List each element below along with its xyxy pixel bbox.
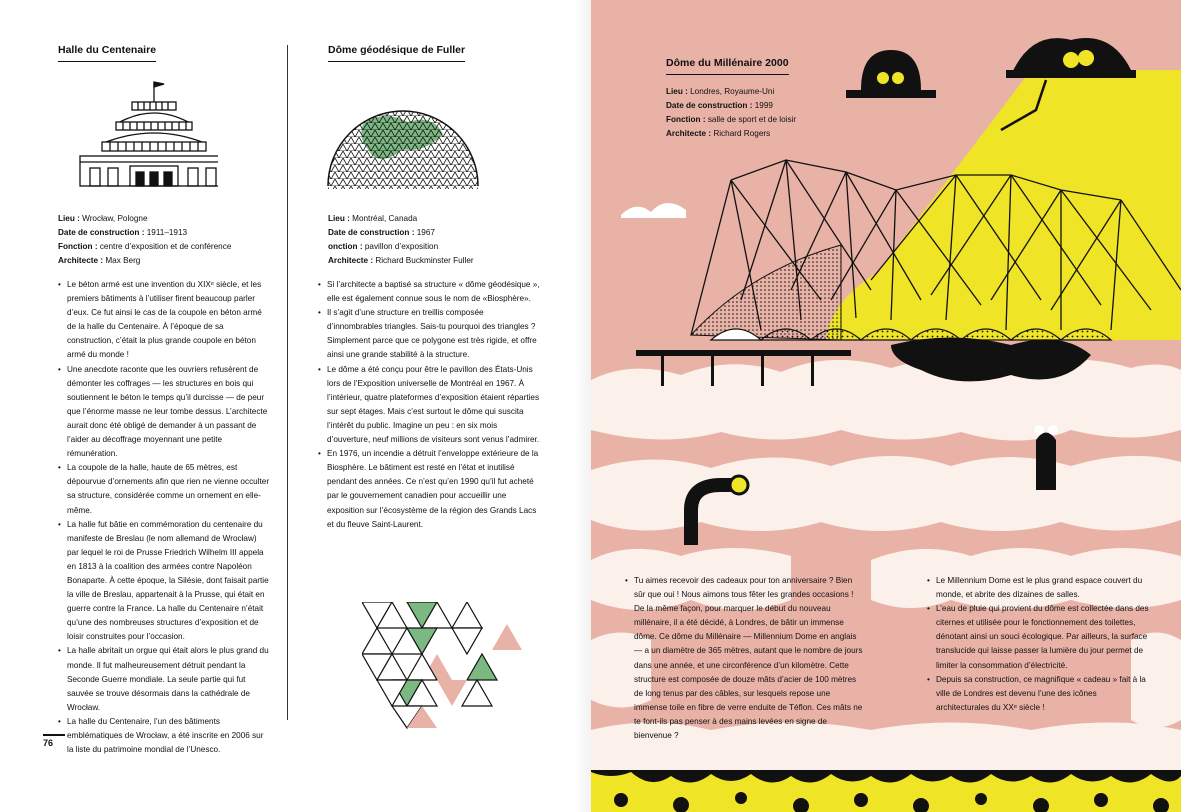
column-fuller (318, 40, 548, 532)
gutter (573, 0, 591, 812)
list-item: • Si l’architecte a baptisé sa structure « dôme géodésique », elle est également connue sous le nom de «Biosphère». (318, 278, 540, 306)
fact-date: Date de construction : 1999 (666, 101, 773, 110)
fact-architecte: Architecte : Richard Rogers (666, 129, 771, 138)
fact-architecte: Architecte : Max Berg (58, 256, 141, 265)
section-title: Dôme géodésique de Fuller (328, 44, 465, 62)
helmet-creature (846, 50, 936, 98)
right-page (591, 0, 1181, 812)
list-item: • L’eau de pluie qui provient du dôme est collectée dans des citernes et utilisée pour le fonctionnement des toilettes, dénotant ainsi un souci écologique. Par ailleurs, la surface translucide qui laisse passer la lumière du jour permet de limiter la consommation d’électricité. (927, 602, 1149, 672)
centenaire-hall-illustration (68, 74, 218, 194)
fact-fonction: Fonction : salle de sport et de loisir (666, 115, 797, 124)
slug-creature (1034, 425, 1058, 490)
list-item: • La halle fut bâtie en commémoration du centenaire du manifeste de Breslau (le nom allemand de Wrocław) par lequel le roi de Prusse Friedrich Wilhelm III appela en 1813 à la coalition des armées contre Napoléon Bonaparte. À cette époque, la Silésie, dont faisait partie la ville de Breslau, appartenait à la Prusse, qui était en guerre contre la France. La halle du Centenaire n’était qu’une des nombreuses structures d’exposition et de loisir construites pour l’occasion. (58, 518, 270, 645)
bullet-list (318, 278, 540, 532)
triangle-pattern-icon (362, 602, 532, 730)
fact-architecte: Architecte : Richard Buckminster Fuller (328, 256, 474, 265)
list-item: • Il s’agit d’une structure en treillis composée d’innombrables triangles. Sais-tu pourquoi des triangles ? Simplement parce que ce polygone est très rigide, et offre ainsi une grande stabilité à la structure. (318, 306, 540, 362)
bullet-list (58, 278, 270, 757)
bullet-list-left (625, 574, 865, 743)
fact-fonction: Fonction : centre d’exposition et de conférence (58, 242, 232, 251)
list-item: • Tu aimes recevoir des cadeaux pour ton anniversaire ? Bien sûr que oui ! Nous aimons tous fêter les grandes occasions ! De la même façon, pour marquer le début du nouveau millénaire, il a été décidé, à Londres, de bâtir un immense dôme. Ce dôme du Millénaire — Millennium Dome en anglais — a un diamètre de 365 mètres, autant que le nombre de jours dans une année, et une circonférence d’un kilomètre. Cette structure est composée de douze mâts d’acier de 100 mètres de long tenus par des câbles, sur lesquels repose une immense toile en fibre de verre enduite de Téflon. Ces mâts ne te font-ils pas penser à des mains levées en signe de bienvenue ? (625, 574, 865, 743)
list-item: • La coupole de la halle, haute de 65 mètres, est dépourvue d’ornements afin que rien ne vienne occulter sa structure, considérée comme un ornement en elle-même. (58, 461, 270, 517)
geodesic-dome-icon (323, 74, 483, 194)
column-centenaire (58, 40, 268, 757)
facts-list (58, 212, 268, 268)
bullet-list-right (927, 574, 1149, 715)
fact-date: Date de construction : 1967 (328, 228, 435, 237)
fact-fonction: onction : pavillon d’exposition (328, 242, 439, 251)
centenaire-hall-icon (68, 74, 218, 194)
page-number: 76 (43, 738, 54, 748)
list-item: • Depuis sa construction, ce magnifique « cadeau » fait à la ville de Londres est devenu l’une des icônes architecturales du XXᵉ siècle ! (927, 673, 1149, 715)
section-title: Dôme du Millénaire 2000 (666, 57, 789, 75)
fact-lieu: Lieu : Londres, Royaume-Uni (666, 87, 775, 96)
list-item: • Le béton armé est une invention du XIXᵉ siècle, et les premiers bâtiments à l’utiliser firent beaucoup parler d’eux. Ce fut ainsi le cas de la coupole en béton armé de la halle du Centenaire. À l’époque de sa construction, c’était la plus grande coupole en béton armé du monde ! (58, 278, 270, 363)
column-divider (287, 45, 288, 720)
fact-date: Date de construction : 1911–1913 (58, 228, 188, 237)
fact-lieu: Lieu : Montréal, Canada (328, 214, 418, 223)
geodesic-dome-illustration (323, 74, 483, 194)
list-item: • Une anecdote raconte que les ouvriers refusèrent de démonter les coffrages — les structures en bois qui soutiennent le béton le temps qu’il durcisse — de peur que l’énorme masse ne leur tombe dessus. L’architecte aurait donc été obligé de demander à un passant de l’aider au décoffrage moyennant une petite rémunération. (58, 363, 270, 462)
millennium-header (666, 53, 796, 141)
triangle-mosaic (362, 602, 532, 730)
list-item: • Le Millennium Dome est le plus grand espace couvert du monde, et abrite des dizaines de salles. (927, 574, 1149, 602)
fact-lieu: Lieu : Wrocław, Pologne (58, 214, 148, 223)
list-item: • En 1976, un incendie a détruit l’enveloppe extérieure de la Biosphère. Le bâtiment est resté en l’état et inutilisé pendant des années. Ce n’est qu’en 1990 qu’il fut acheté par le gouvernement canadien pour accueillir une exposition sur l’écosystème de la région des Grands Lacs et du fleuve Saint-Laurent. (318, 447, 540, 532)
folio-rule (43, 734, 65, 736)
list-item: • La halle du Centenaire, l’un des bâtiments emblématiques de Wrocław, a été inscrite en 2006 sur la liste du patrimoine mondial de l’Unesco. (58, 715, 270, 757)
facts-list (328, 212, 548, 268)
section-title: Halle du Centenaire (58, 44, 156, 62)
list-item: • La halle abritait un orgue qui était alors le plus grand du monde. Il fut malheureusement détruit pendant la Seconde Guerre mondiale. La seule partie qui fut sauvée se trouve désormais dans la cathédrale de Wrocław. (58, 644, 270, 714)
list-item: • Le dôme a été conçu pour être le pavillon des États-Unis lors de l’Exposition universelle de Montréal en 1967. À l’intérieur, quatre plateformes d’exposition étaient réparties sur sept étages. Mais c’est surtout le dôme qui suscita l’intérêt du public. Imagine un peu : en six mois d’ouverture, neuf millions de visiteurs sont venus l’admirer. (318, 363, 540, 448)
facts-list (666, 85, 796, 141)
